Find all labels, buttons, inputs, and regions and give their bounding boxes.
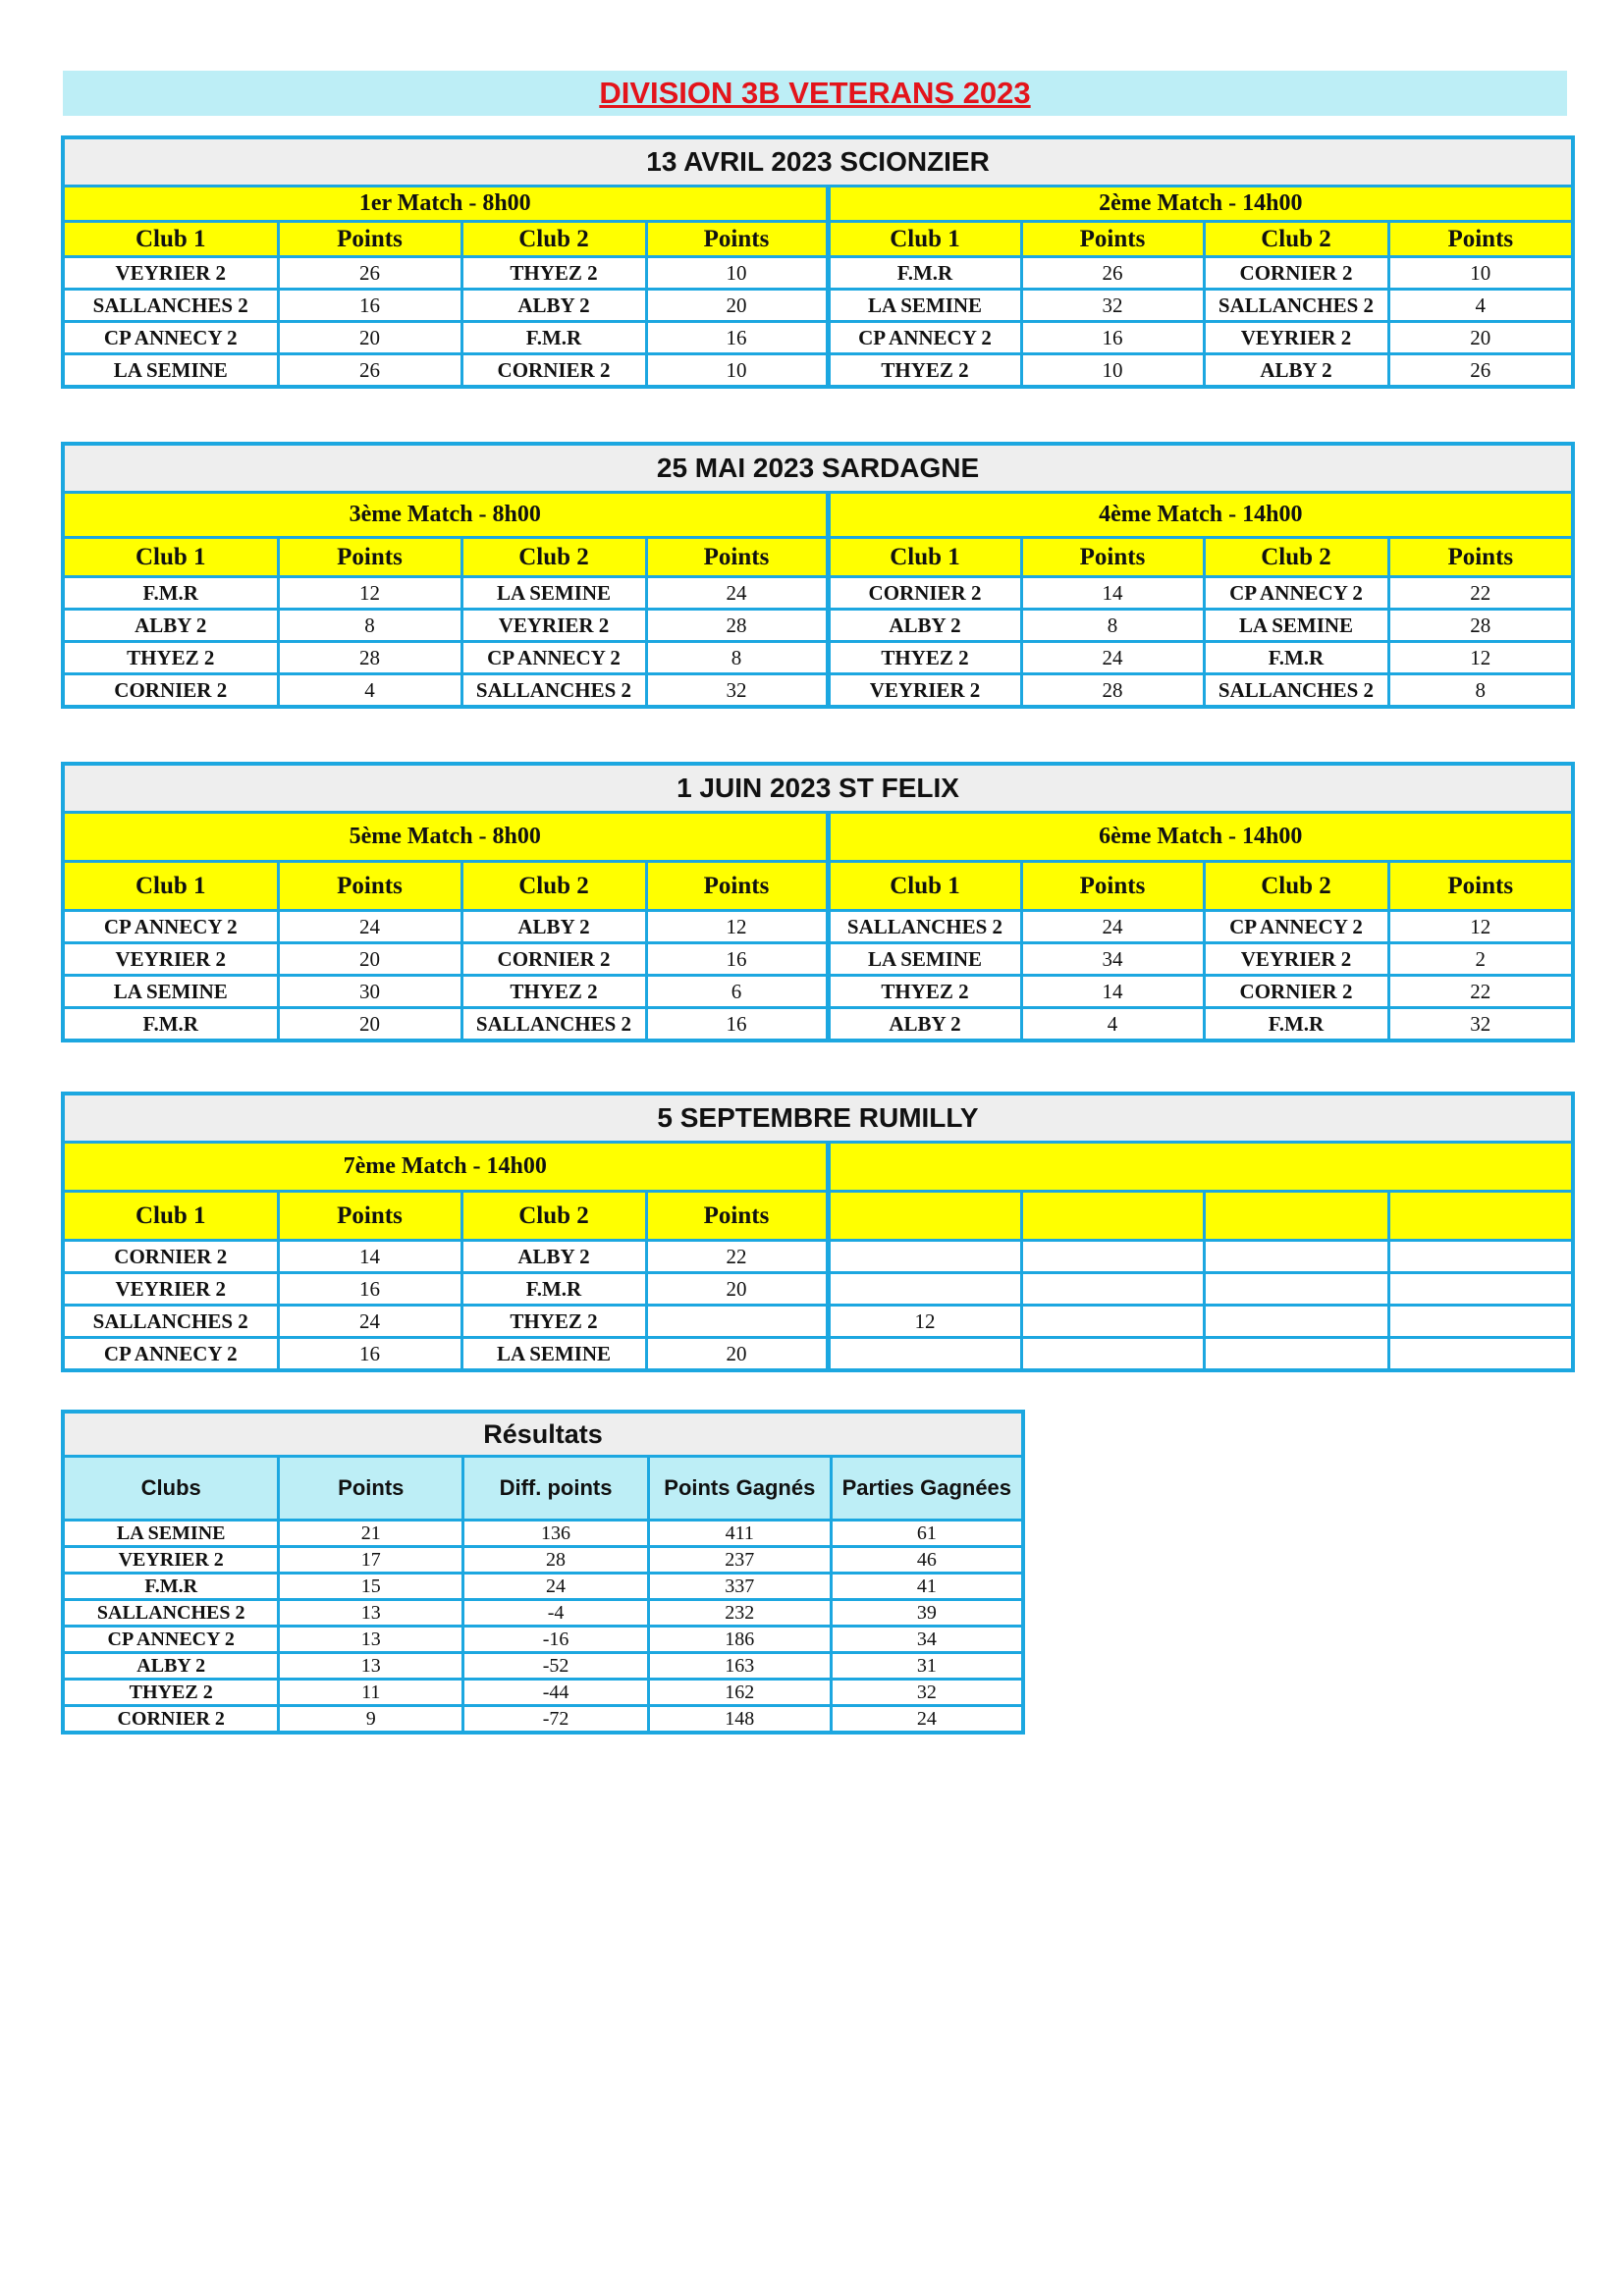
team-score: 16 [646, 1008, 828, 1041]
team-name: CORNIER 2 [461, 354, 646, 388]
club-points: 21 [279, 1521, 463, 1547]
team-score: 6 [646, 976, 828, 1008]
team-score: 20 [646, 1338, 828, 1371]
header-points-2: Points [646, 538, 828, 577]
header-club-2: Club 2 [461, 1192, 646, 1241]
match-row [63, 354, 1573, 388]
empty-cell [828, 1241, 1021, 1273]
club-games-won: 46 [831, 1547, 1023, 1574]
team-name: F.M.R [63, 577, 278, 610]
empty-cell [1204, 1273, 1388, 1306]
header-club-2: Club 2 [1204, 862, 1388, 911]
match-row [63, 577, 1573, 610]
club-name: SALLANCHES 2 [63, 1600, 279, 1627]
team-score: 14 [1021, 976, 1204, 1008]
team-name: F.M.R [828, 257, 1021, 290]
team-score: 4 [1388, 290, 1573, 322]
team-score: 8 [278, 610, 461, 642]
header-empty [1388, 1192, 1573, 1241]
team-name: SALLANCHES 2 [63, 1306, 278, 1338]
header-club-2: Club 2 [461, 222, 646, 257]
club-points-won: 148 [648, 1706, 831, 1734]
header-club-2: Club 2 [1204, 538, 1388, 577]
header-points-2: Points [1388, 222, 1573, 257]
team-score: 28 [1388, 610, 1573, 642]
team-name: CP ANNECY 2 [63, 1338, 278, 1371]
team-score: 34 [1021, 943, 1204, 976]
team-score: 26 [278, 257, 461, 290]
results-row [63, 1627, 1023, 1653]
header-points-1: Points [1021, 538, 1204, 577]
page-title: DIVISION 3B VETERANS 2023 [63, 71, 1567, 116]
team-score: 26 [1388, 354, 1573, 388]
empty-cell [828, 1273, 1021, 1306]
empty-cell [1388, 1338, 1573, 1371]
match-row [63, 911, 1573, 943]
club-name: CORNIER 2 [63, 1706, 279, 1734]
results-row [63, 1680, 1023, 1706]
results-row [63, 1574, 1023, 1600]
team-score: 12 [646, 911, 828, 943]
header-points-1: Points [278, 1192, 461, 1241]
team-score: 20 [278, 1008, 461, 1041]
team-score: 32 [1388, 1008, 1573, 1041]
team-score: 22 [646, 1241, 828, 1273]
club-points: 15 [279, 1574, 463, 1600]
results-row [63, 1600, 1023, 1627]
team-name: CP ANNECY 2 [461, 642, 646, 674]
club-name: F.M.R [63, 1574, 279, 1600]
match-label-left: 3ème Match - 8h00 [63, 493, 828, 538]
team-name: THYEZ 2 [63, 642, 278, 674]
team-score: 16 [1021, 322, 1204, 354]
team-name: LA SEMINE [1204, 610, 1388, 642]
header-club-1: Club 1 [828, 862, 1021, 911]
team-score: 14 [1021, 577, 1204, 610]
team-name: VEYRIER 2 [1204, 943, 1388, 976]
header-points-2: Points [1388, 538, 1573, 577]
results-header-points: Points [279, 1457, 463, 1521]
team-name: SALLANCHES 2 [461, 1008, 646, 1041]
team-name: THYEZ 2 [828, 642, 1021, 674]
match-row [63, 1241, 1573, 1273]
team-name: ALBY 2 [63, 610, 278, 642]
team-score: 12 [1388, 642, 1573, 674]
team-name: VEYRIER 2 [63, 943, 278, 976]
club-diff: -44 [463, 1680, 649, 1706]
team-name: CORNIER 2 [461, 943, 646, 976]
team-score: 16 [646, 322, 828, 354]
empty-cell [828, 1338, 1021, 1371]
team-score: 24 [646, 577, 828, 610]
club-games-won: 24 [831, 1706, 1023, 1734]
club-points-won: 237 [648, 1547, 831, 1574]
match-row [63, 674, 1573, 708]
team-score: 16 [646, 943, 828, 976]
team-score: 10 [1021, 354, 1204, 388]
match-label-left: 7ème Match - 14h00 [63, 1143, 828, 1192]
team-score: 20 [278, 322, 461, 354]
team-score: 10 [1388, 257, 1573, 290]
header-club-1: Club 1 [828, 538, 1021, 577]
team-score: 30 [278, 976, 461, 1008]
team-score: 12 [1388, 911, 1573, 943]
team-name: F.M.R [461, 322, 646, 354]
results-table [61, 1410, 1025, 1735]
team-name: CP ANNECY 2 [63, 322, 278, 354]
match-row [63, 976, 1573, 1008]
match-row [63, 943, 1573, 976]
team-name: ALBY 2 [828, 1008, 1021, 1041]
header-empty [1021, 1192, 1204, 1241]
team-score: 8 [1021, 610, 1204, 642]
team-name: THYEZ 2 [828, 354, 1021, 388]
team-name: CORNIER 2 [1204, 976, 1388, 1008]
header-points-2: Points [646, 1192, 828, 1241]
header-club-1: Club 1 [828, 222, 1021, 257]
match-row [63, 322, 1573, 354]
club-points: 17 [279, 1547, 463, 1574]
header-points-1: Points [278, 862, 461, 911]
club-points: 13 [279, 1627, 463, 1653]
header-club-2: Club 2 [461, 862, 646, 911]
empty-cell [1388, 1241, 1573, 1273]
club-games-won: 34 [831, 1627, 1023, 1653]
match-label-right: 6ème Match - 14h00 [828, 813, 1573, 862]
team-score: 28 [278, 642, 461, 674]
club-name: CP ANNECY 2 [63, 1627, 279, 1653]
match-row [63, 1008, 1573, 1041]
match-label-left: 1er Match - 8h00 [63, 187, 828, 222]
team-name: CP ANNECY 2 [1204, 911, 1388, 943]
club-points: 11 [279, 1680, 463, 1706]
empty-cell [1388, 1273, 1573, 1306]
team-name: CORNIER 2 [63, 1241, 278, 1273]
match-row [63, 1273, 1573, 1306]
club-games-won: 32 [831, 1680, 1023, 1706]
team-name: LA SEMINE [461, 577, 646, 610]
match-row [63, 610, 1573, 642]
club-diff: -16 [463, 1627, 649, 1653]
team-score: 24 [1021, 642, 1204, 674]
header-points-1: Points [1021, 862, 1204, 911]
empty-cell [1021, 1338, 1204, 1371]
header-points-1: Points [278, 538, 461, 577]
team-score: 16 [278, 1338, 461, 1371]
club-points-won: 162 [648, 1680, 831, 1706]
team-score: 28 [1021, 674, 1204, 708]
results-row [63, 1706, 1023, 1734]
round-table-1 [61, 135, 1575, 389]
team-name: CP ANNECY 2 [828, 322, 1021, 354]
stray-score: 12 [828, 1306, 1021, 1338]
club-points: 9 [279, 1706, 463, 1734]
club-diff: 136 [463, 1521, 649, 1547]
header-club-1: Club 1 [63, 222, 278, 257]
round-date: 13 AVRIL 2023 SCIONZIER [63, 137, 1573, 187]
match-row [63, 290, 1573, 322]
round-table-2 [61, 442, 1575, 709]
round-table-3 [61, 762, 1575, 1042]
team-score: 14 [278, 1241, 461, 1273]
match-row [63, 1306, 1573, 1338]
team-name: CORNIER 2 [1204, 257, 1388, 290]
team-name: LA SEMINE [828, 290, 1021, 322]
club-name: ALBY 2 [63, 1653, 279, 1680]
team-name: F.M.R [1204, 642, 1388, 674]
team-name: VEYRIER 2 [63, 1273, 278, 1306]
club-games-won: 41 [831, 1574, 1023, 1600]
results-header-clubs: Clubs [63, 1457, 279, 1521]
team-name: ALBY 2 [461, 1241, 646, 1273]
team-score: 22 [1388, 577, 1573, 610]
empty-cell [1021, 1306, 1204, 1338]
team-name: THYEZ 2 [461, 257, 646, 290]
empty-cell [1204, 1241, 1388, 1273]
club-points-won: 163 [648, 1653, 831, 1680]
club-points-won: 411 [648, 1521, 831, 1547]
header-club-1: Club 1 [63, 862, 278, 911]
match-label-left: 5ème Match - 8h00 [63, 813, 828, 862]
team-name: CP ANNECY 2 [1204, 577, 1388, 610]
team-name: CORNIER 2 [828, 577, 1021, 610]
results-header-games-won: Parties Gagnées [831, 1457, 1023, 1521]
team-score: 26 [278, 354, 461, 388]
team-name: F.M.R [1204, 1008, 1388, 1041]
team-score: 20 [646, 290, 828, 322]
club-name: THYEZ 2 [63, 1680, 279, 1706]
team-name: THYEZ 2 [828, 976, 1021, 1008]
team-score: 8 [1388, 674, 1573, 708]
club-points: 13 [279, 1600, 463, 1627]
team-name: VEYRIER 2 [63, 257, 278, 290]
header-club-1: Club 1 [63, 538, 278, 577]
team-score: 20 [646, 1273, 828, 1306]
results-row [63, 1521, 1023, 1547]
team-score: 8 [646, 642, 828, 674]
empty-cell [1204, 1306, 1388, 1338]
team-score: 10 [646, 354, 828, 388]
club-name: VEYRIER 2 [63, 1547, 279, 1574]
club-points-won: 186 [648, 1627, 831, 1653]
header-empty [1204, 1192, 1388, 1241]
team-score: 20 [278, 943, 461, 976]
team-name: LA SEMINE [828, 943, 1021, 976]
team-score: 24 [278, 1306, 461, 1338]
results-row [63, 1653, 1023, 1680]
team-name: ALBY 2 [1204, 354, 1388, 388]
header-points-2: Points [646, 862, 828, 911]
club-games-won: 61 [831, 1521, 1023, 1547]
team-score: 2 [1388, 943, 1573, 976]
empty-cell [1021, 1241, 1204, 1273]
team-name: CORNIER 2 [63, 674, 278, 708]
team-name: SALLANCHES 2 [1204, 674, 1388, 708]
team-name: SALLANCHES 2 [828, 911, 1021, 943]
header-club-2: Club 2 [461, 538, 646, 577]
empty-cell [1388, 1306, 1573, 1338]
team-name: ALBY 2 [828, 610, 1021, 642]
club-games-won: 31 [831, 1653, 1023, 1680]
team-name: SALLANCHES 2 [461, 674, 646, 708]
round-date: 5 SEPTEMBRE RUMILLY [63, 1094, 1573, 1143]
header-points-2: Points [646, 222, 828, 257]
team-score: 16 [278, 290, 461, 322]
round-date: 25 MAI 2023 SARDAGNE [63, 444, 1573, 493]
team-name: THYEZ 2 [461, 976, 646, 1008]
team-score: 32 [646, 674, 828, 708]
header-empty [828, 1192, 1021, 1241]
team-score: 22 [1388, 976, 1573, 1008]
results-row [63, 1547, 1023, 1574]
club-points-won: 232 [648, 1600, 831, 1627]
match-label-right: 4ème Match - 14h00 [828, 493, 1573, 538]
team-score: 28 [646, 610, 828, 642]
team-score: 10 [646, 257, 828, 290]
team-score: 32 [1021, 290, 1204, 322]
team-name: F.M.R [63, 1008, 278, 1041]
team-name: THYEZ 2 [461, 1306, 646, 1338]
team-name: SALLANCHES 2 [1204, 290, 1388, 322]
club-diff: 24 [463, 1574, 649, 1600]
club-diff: -52 [463, 1653, 649, 1680]
team-name: F.M.R [461, 1273, 646, 1306]
header-club-1: Club 1 [63, 1192, 278, 1241]
team-score: 26 [1021, 257, 1204, 290]
empty-cell [1204, 1338, 1388, 1371]
team-name: VEYRIER 2 [461, 610, 646, 642]
round-date: 1 JUIN 2023 ST FELIX [63, 764, 1573, 813]
team-score: 12 [278, 577, 461, 610]
club-diff: -72 [463, 1706, 649, 1734]
team-name: SALLANCHES 2 [63, 290, 278, 322]
club-games-won: 39 [831, 1600, 1023, 1627]
results-header-diff: Diff. points [463, 1457, 649, 1521]
team-score: 4 [1021, 1008, 1204, 1041]
team-name: LA SEMINE [63, 976, 278, 1008]
team-score: 20 [1388, 322, 1573, 354]
results-title: Résultats [63, 1412, 1023, 1457]
header-points-1: Points [1021, 222, 1204, 257]
round-table-4 [61, 1092, 1575, 1372]
team-score: 24 [1021, 911, 1204, 943]
team-score: 24 [278, 911, 461, 943]
header-points-2: Points [1388, 862, 1573, 911]
club-points-won: 337 [648, 1574, 831, 1600]
team-score: 4 [278, 674, 461, 708]
match-label-right [828, 1143, 1573, 1192]
team-score [646, 1306, 828, 1338]
team-name: VEYRIER 2 [1204, 322, 1388, 354]
match-row [63, 642, 1573, 674]
header-club-2: Club 2 [1204, 222, 1388, 257]
club-diff: 28 [463, 1547, 649, 1574]
club-name: LA SEMINE [63, 1521, 279, 1547]
results-header-points-won: Points Gagnés [648, 1457, 831, 1521]
team-score: 16 [278, 1273, 461, 1306]
empty-cell [1021, 1273, 1204, 1306]
team-name: ALBY 2 [461, 290, 646, 322]
match-row [63, 257, 1573, 290]
team-name: LA SEMINE [63, 354, 278, 388]
header-points-1: Points [278, 222, 461, 257]
match-label-right: 2ème Match - 14h00 [828, 187, 1573, 222]
team-name: VEYRIER 2 [828, 674, 1021, 708]
team-name: LA SEMINE [461, 1338, 646, 1371]
team-name: ALBY 2 [461, 911, 646, 943]
match-row [63, 1338, 1573, 1371]
club-diff: -4 [463, 1600, 649, 1627]
club-points: 13 [279, 1653, 463, 1680]
team-name: CP ANNECY 2 [63, 911, 278, 943]
